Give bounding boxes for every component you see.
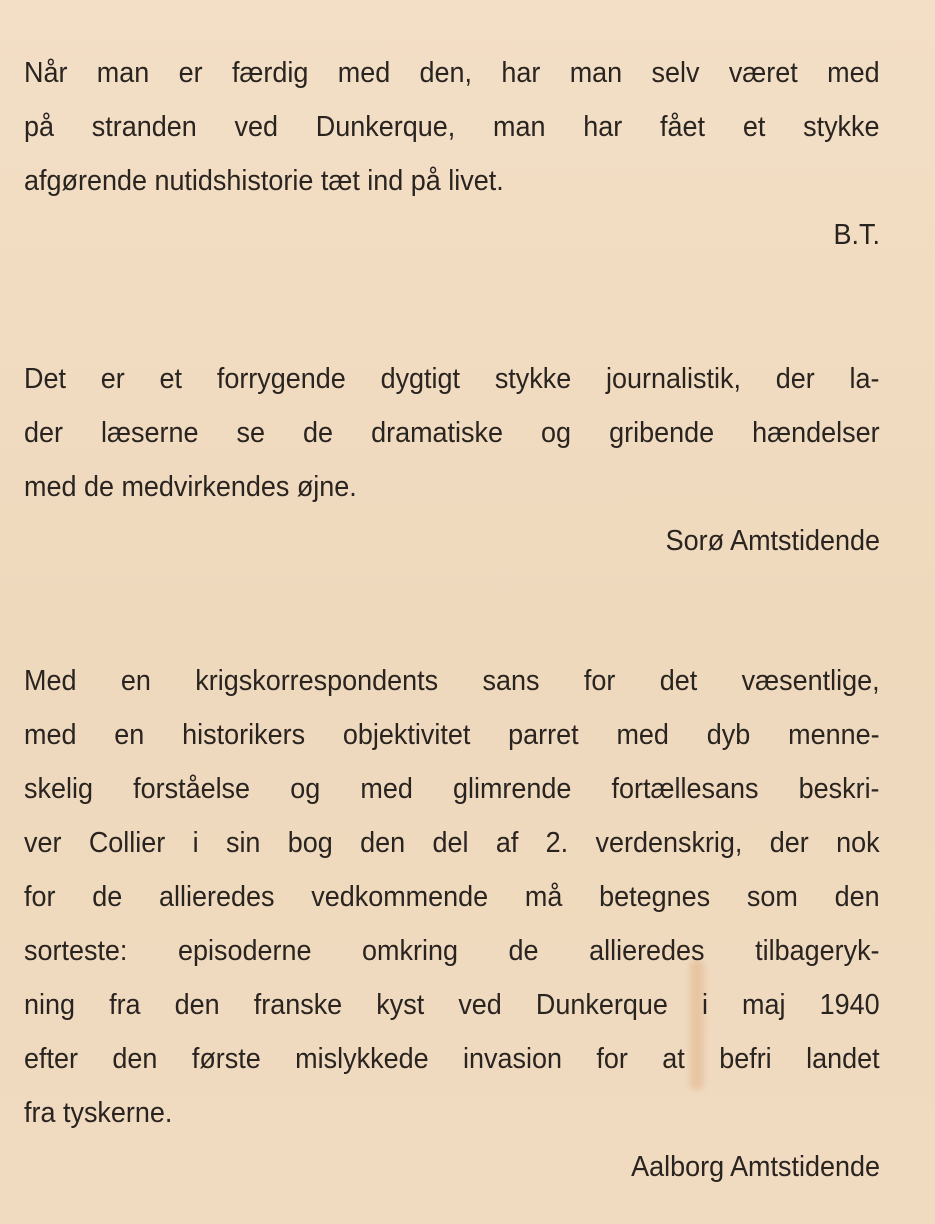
quote-line: for de allieredes vedkommende må betegnes som den	[24, 881, 880, 913]
quote-line: skelig forståelse og med glimrende fortællesans beskri-	[24, 773, 880, 805]
quote-line: med de medvirkendes øjne.	[24, 471, 357, 503]
quote-line: med en historikers objektivitet parret med dyb menne-	[24, 719, 880, 751]
quote-bt	[24, 46, 880, 262]
quote-line: på stranden ved Dunkerque, man har fået et stykke	[24, 111, 880, 143]
quote-soro-amtstidende	[24, 352, 880, 568]
book-back-cover	[24, 0, 880, 1224]
quote-line: ning fra den franske kyst ved Dunkerque i maj 1940	[24, 989, 880, 1021]
quote-line: efter den første mislykkede invasion for at befri landet	[24, 1043, 880, 1075]
quote-line: Det er et forrygende dygtigt stykke journalistik, der la-	[24, 363, 880, 395]
quote-source: Aalborg Amtstidende	[631, 1151, 880, 1183]
quote-line: Med en krigskorrespondents sans for det væsentlige,	[24, 665, 880, 697]
quote-line: afgørende nutidshistorie tæt ind på livet.	[24, 165, 504, 197]
quote-source: Sorø Amtstidende	[665, 525, 880, 557]
quote-line: sorteste: episoderne omkring de allieredes tilbageryk-	[24, 935, 880, 967]
quote-source: B.T.	[833, 219, 880, 251]
quote-aalborg-amtstidende	[24, 654, 880, 1194]
quote-line: der læserne se de dramatiske og gribende hændelser	[24, 417, 880, 449]
quote-line: Når man er færdig med den, har man selv været med	[24, 57, 880, 89]
quote-line: ver Collier i sin bog den del af 2. verdenskrig, der nok	[24, 827, 880, 859]
quote-line: fra tyskerne.	[24, 1097, 173, 1129]
